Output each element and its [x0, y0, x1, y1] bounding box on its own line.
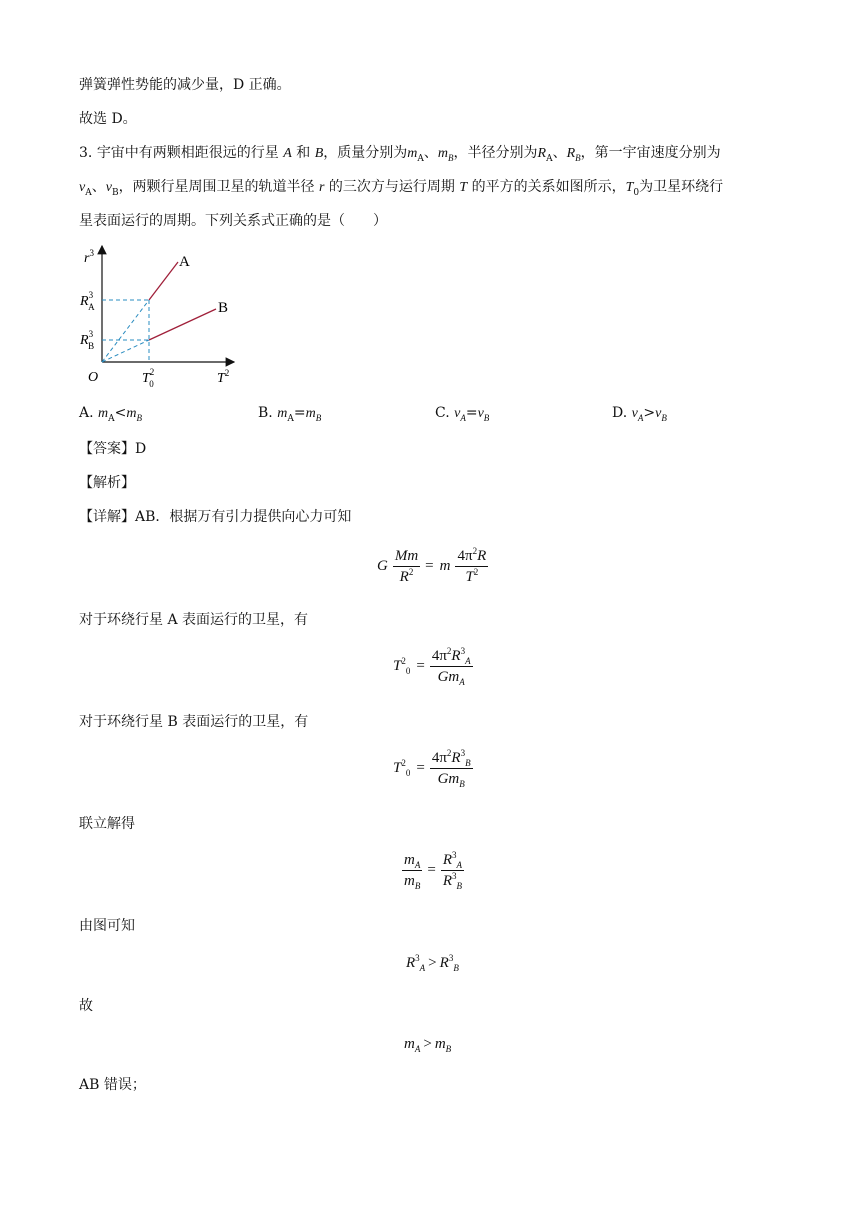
ra-label: $R^3$ A: [80, 290, 95, 312]
t0-label: $T^2$ 0: [142, 367, 155, 389]
line-b-label: B: [218, 300, 229, 316]
formula-t0-a: $T^2_0$ = $\frac{4\pi^2R^3_A}{Gm_A}$: [393, 646, 471, 687]
text-line: 由图可知: [79, 918, 135, 934]
r3-t2-graph: [76, 240, 246, 390]
rb-label: $R^3$ B: [80, 329, 95, 351]
option-d[interactable]: D. $v_A>v_B$: [612, 405, 667, 423]
text-line: 联立解得: [79, 816, 135, 832]
x-axis-label: $T^2$: [217, 368, 230, 386]
line-b: [149, 309, 216, 340]
text-line: 弹簧弹性势能的减少量，D 正确。: [79, 77, 291, 93]
text-line: AB 错误；: [79, 1077, 146, 1093]
y-axis-label: $r^3$: [84, 248, 94, 266]
detail-text: 【详解】AB．根据万有引力提供向心力可知: [79, 509, 352, 525]
text-line: 对于环绕行星 B 表面运行的卫星，有: [79, 714, 309, 730]
answer-text: 【答案】D: [79, 441, 147, 457]
line-a-label: A: [179, 254, 190, 270]
analysis-heading: 【解析】: [79, 475, 135, 491]
question-line: 3. 宇宙中有两颗相距很远的行星 A 和 B，质量分别为$m_A$、$m_B$，半径分别为$R_A$、$R_B$，第一宇宙速度分别为: [79, 145, 721, 164]
guide-lines: [102, 300, 149, 362]
formula-mass-compare: $m_A > m_B$: [404, 1036, 452, 1054]
option-c[interactable]: C. $v_A=v_B$: [435, 405, 490, 423]
option-a[interactable]: A. $m_A<m_B$: [79, 405, 142, 424]
question-line: $v_A$、$v_B$，两颗行星周围卫星的轨道半径 r 的三次方与运行周期 T 的平方的关系如图所示，$T_0$为卫星环绕行: [79, 179, 724, 198]
text-line: 故: [79, 998, 93, 1014]
text-line: 故选 D。: [79, 111, 137, 127]
formula-radius-compare: $R^3_A > R^3_B$: [406, 953, 459, 973]
text-line: 对于环绕行星 A 表面运行的卫星，有: [79, 612, 309, 628]
line-a: [149, 262, 178, 300]
formula-t0-b: $T^2_0$ = $\frac{4\pi^2R^3_B}{Gm_B}$: [393, 748, 471, 789]
formula-gravitation: G $\frac{Mm}{R^2}$ = m $\frac{4\pi^2R}{T^2}$: [377, 546, 487, 585]
question-line: 星表面运行的周期。下列关系式正确的是（ ）: [79, 213, 387, 229]
origin-label: O: [88, 370, 99, 385]
option-b[interactable]: B. $m_A=m_B$: [258, 405, 322, 424]
formula-mass-ratio: $\frac{m_A}{m_B}$ = $\frac{R^3_A}{R^3_B}$: [404, 850, 462, 891]
